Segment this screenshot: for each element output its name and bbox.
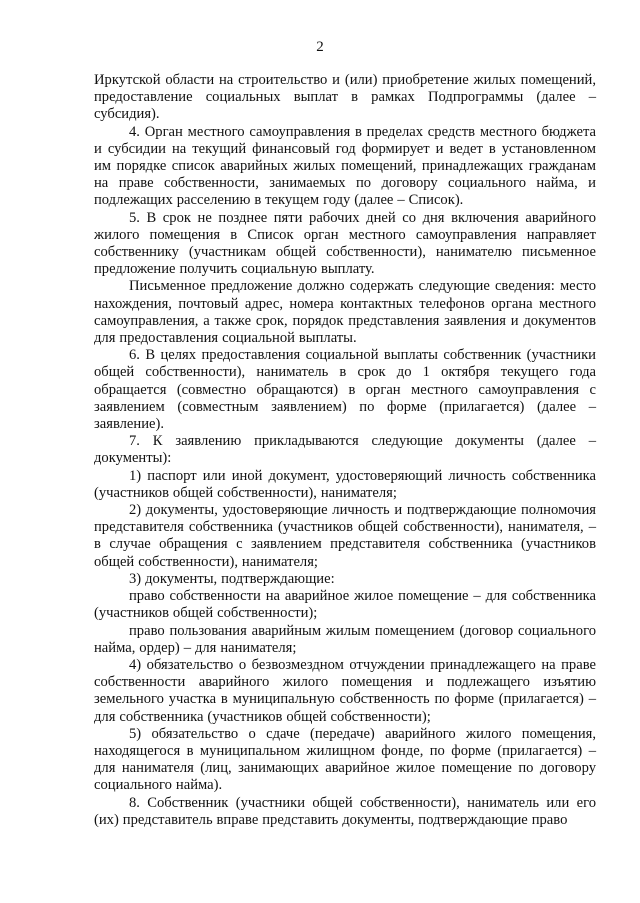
list-subitem-ownership-right: право собственности на аварийное жилое помещение – для собственника (участников общей собственности);	[94, 588, 596, 622]
paragraph-item-7: 7. К заявлению прикладываются следующие документы (далее – документы):	[94, 433, 596, 467]
paragraph-written-offer: Письменное предложение должно содержать следующие сведения: место нахождения, почтовый адрес, номера контактных телефонов органа местного самоуправления, а также срок, порядок представления заявления и документов для предоставления социальной выплаты.	[94, 278, 596, 347]
paragraph-item-8: 8. Собственник (участники общей собственности), наниматель или его (их) представитель вправе представить документы, подтверждающие право	[94, 794, 596, 828]
paragraph-subsidy-continuation: Иркутской области на строительство и (или) приобретение жилых помещений, предоставление социальных выплат в рамках Подпрограммы (далее – субсидия).	[94, 72, 596, 123]
paragraph-item-4: 4. Орган местного самоуправления в пределах средств местного бюджета и субсидии на текущий финансовый год формирует и ведет в установленном им порядке список аварийных жилых помещений, принадлежащих гражданам на праве собственности, занимаемых по договору социального найма, и подлежащих расселению в текущем году (далее – Список).	[94, 123, 596, 209]
list-item-3-documents: 3) документы, подтверждающие:	[129, 570, 335, 587]
list-subitem-usage-right: право пользования аварийным жилым помещением (договор социального найма, ордер) – для нанимателя;	[94, 622, 596, 656]
paragraph-item-5: 5. В срок не позднее пяти рабочих дней со дня включения аварийного жилого помещения в Список орган местного самоуправления направляет собственнику (участникам общей собственности), нанимателю письменное предложение получить социальную выплату.	[94, 209, 596, 278]
list-item-4-alienation-obligation: 4) обязательство о безвозмездном отчуждении принадлежащего на праве собственности аварийного жилого помещения и подлежащего изъятию земельного участка в муниципальную собственность по форме (прилагается) – для собственника (участников общей собственности);	[94, 656, 596, 725]
list-item-1-passport: 1) паспорт или иной документ, удостоверяющий личность собственника (участников общей собственности), нанимателя;	[94, 467, 596, 501]
paragraph-item-6: 6. В целях предоставления социальной выплаты собственник (участники общей собственности), наниматель в срок до 1 октября текущего года обращается (совместно обращаются) в орган местного самоуправления с заявлением (совместным заявлением) по форме (прилагается) (далее – заявление).	[94, 347, 596, 433]
list-item-5-handover-obligation: 5) обязательство о сдаче (передаче) аварийного жилого помещения, находящегося в муниципальном жилищном фонде, по форме (прилагается) – для нанимателя (лиц, занимающих аварийное жилое помещение по договору социального найма).	[94, 725, 596, 794]
list-item-2-representative: 2) документы, удостоверяющие личность и подтверждающие полномочия представителя собственника (участников общей собственности), нанимателя, – в случае обращения с заявлением представителя собственника (участников общей собственности), нанимателя;	[94, 502, 596, 570]
document-body	[94, 72, 596, 829]
page-number: 2	[316, 39, 324, 55]
